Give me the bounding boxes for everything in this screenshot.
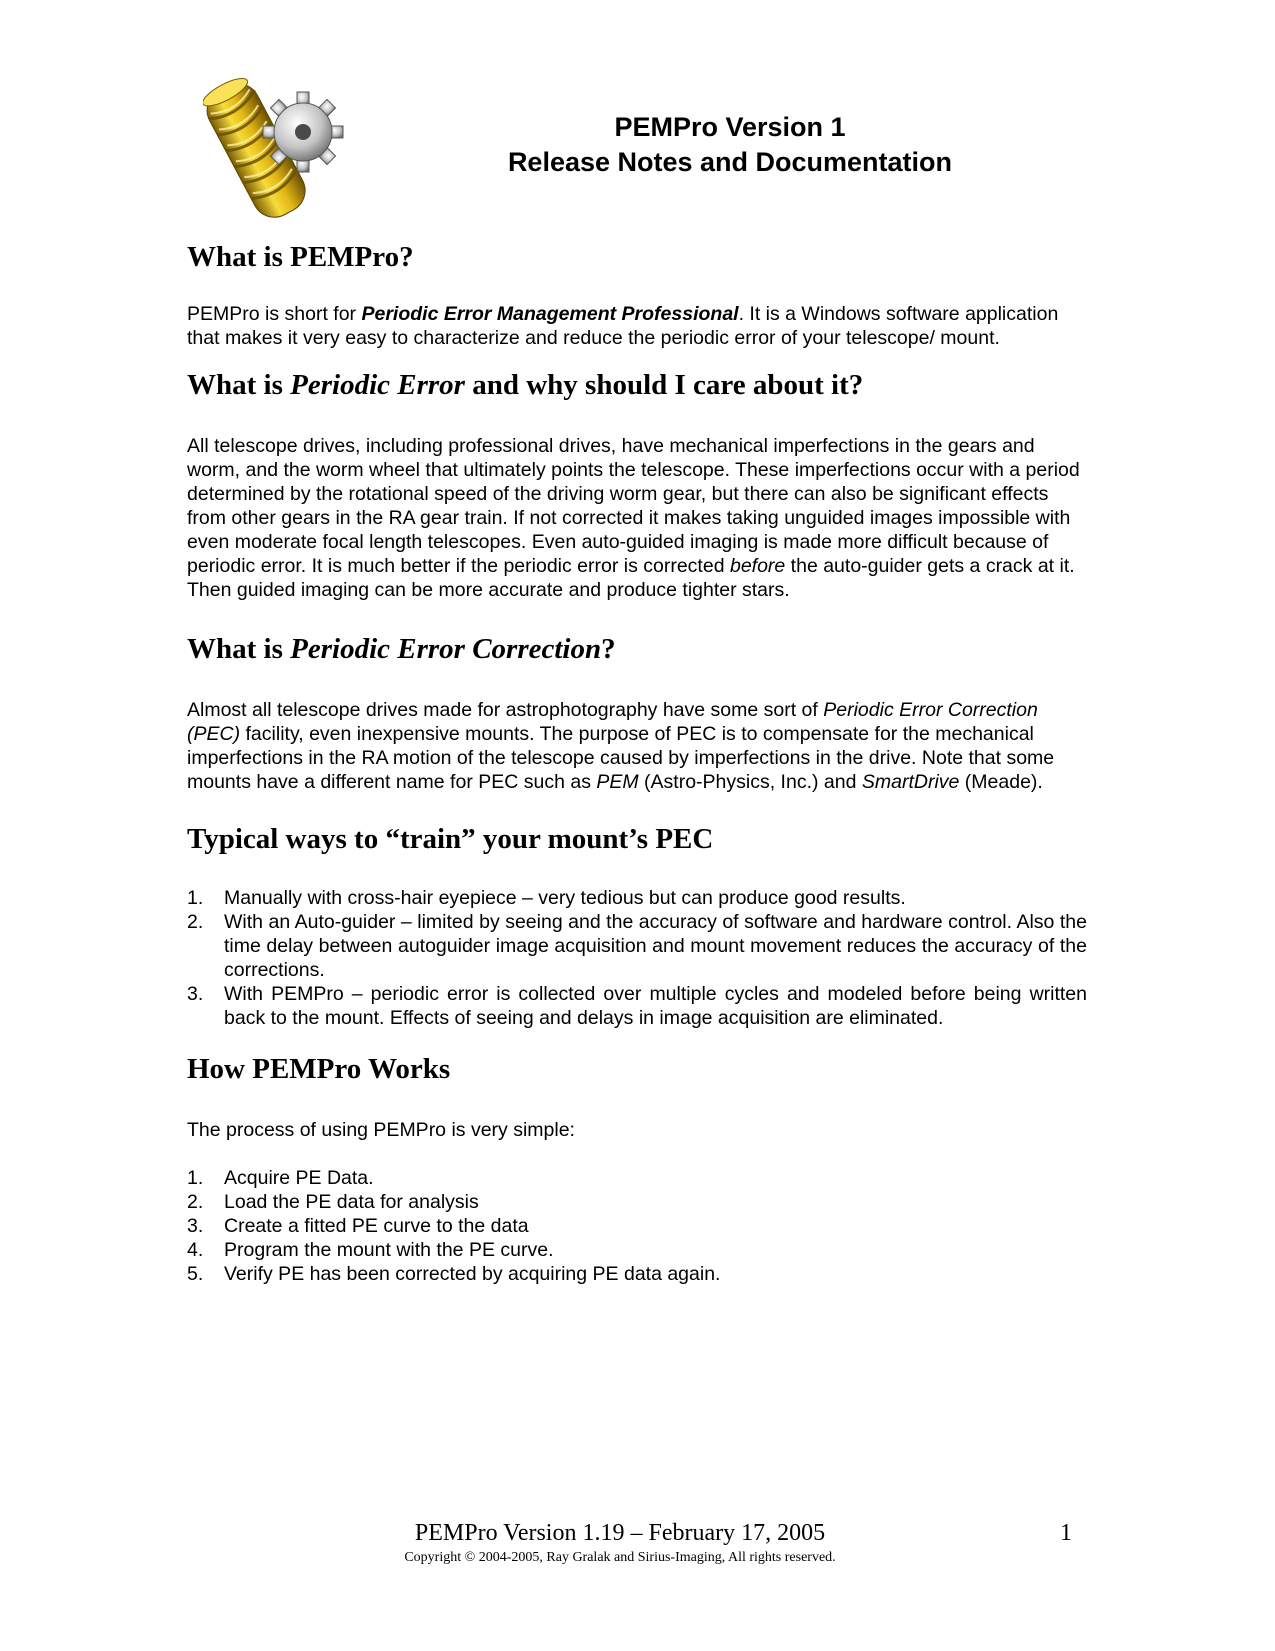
heading-run: and why should I care about it?: [464, 369, 864, 401]
heading-emphasis: Periodic Error: [290, 369, 465, 401]
emphasis-run: Periodic Error Correction (PEC): [187, 699, 1038, 745]
text-run: PEMPro is short for: [187, 303, 362, 325]
list-item: [187, 1166, 1087, 1190]
main-content: [187, 240, 1087, 1286]
paragraph-what-is-pempro: [187, 302, 1087, 350]
text-run: . It is a Windows software application that makes it very easy to characterize and reduce the periodic error of your telescope/ mount.: [187, 303, 1059, 349]
worm-gear-icon: [203, 74, 353, 220]
list-item: [187, 1214, 1087, 1238]
title-line-2: Release Notes and Documentation: [507, 147, 953, 177]
list-item: [187, 1262, 1087, 1286]
heading-what-is-pempro: What is PEMPro?: [187, 241, 414, 273]
list-item: [187, 982, 1087, 1030]
emphasis-run: PEM: [596, 771, 639, 793]
list-text: Verify PE has been corrected by acquiring PE data again.: [224, 1263, 721, 1285]
list-number: 1.: [187, 1167, 204, 1189]
list-number: 3.: [187, 983, 204, 1005]
list-item: [187, 1238, 1087, 1262]
list-text: Manually with cross-hair eyepiece – very tedious but can produce good results.: [224, 887, 906, 909]
emphasis-run: before: [729, 555, 786, 577]
title-line-1: PEMPro Version 1: [614, 112, 846, 142]
list-text: With PEMPro – periodic error is collected over multiple cycles and modeled before being written back to the mount. Effects of seeing and delays in image acquisition are eliminated.: [224, 983, 1087, 1029]
list-number: 1.: [187, 887, 204, 909]
page-footer: [340, 1519, 900, 1567]
heading-what-is-pec: [187, 632, 1087, 666]
document-title: [470, 110, 990, 180]
heading-how-pempro-works: How PEMPro Works: [187, 1053, 451, 1085]
text-run: facility, even inexpensive mounts. The purpose of PEC is to compensate for the mechanical imperfections in the RA motion of the telescope caused by imperfections in the drive. Note that some mounts have a different name for PEC such as: [187, 723, 1055, 793]
heading-emphasis: Periodic Error Correction: [290, 633, 602, 665]
footer-version-line: PEMPro Version 1.19 – February 17, 2005: [414, 1520, 826, 1546]
heading-what-is-periodic-error: [187, 368, 1087, 402]
list-number: 4.: [187, 1239, 204, 1261]
emphasis-run: Periodic Error Management Professional: [361, 303, 739, 325]
list-process-steps: [187, 1166, 1087, 1286]
page-number: 1: [1060, 1520, 1072, 1546]
list-text: Load the PE data for analysis: [224, 1191, 479, 1213]
list-item: [187, 886, 1087, 910]
list-number: 5.: [187, 1263, 204, 1285]
paragraph-process-intro: The process of using PEMPro is very simple:: [187, 1119, 575, 1141]
list-text: Program the mount with the PE curve.: [224, 1239, 554, 1261]
text-run: (Astro-Physics, Inc.) and: [638, 771, 862, 793]
list-item: [187, 1190, 1087, 1214]
heading-run: What is: [187, 369, 291, 401]
text-run: the auto-guider gets a crack at it. Then guided imaging can be more accurate and produce tighter stars.: [187, 555, 1075, 601]
list-number: 2.: [187, 911, 204, 933]
list-text: Acquire PE Data.: [224, 1167, 374, 1189]
heading-typical-ways: Typical ways to “train” your mount’s PEC: [187, 823, 714, 855]
text-run: Almost all telescope drives made for astrophotography have some sort of: [187, 699, 824, 721]
footer-copyright: Copyright © 2004-2005, Ray Gralak and Sirius-Imaging, All rights reserved.: [404, 1550, 836, 1565]
list-training-methods: [187, 886, 1087, 1030]
pempro-logo: [203, 74, 353, 220]
list-number: 2.: [187, 1191, 204, 1213]
list-text: Create a fitted PE curve to the data: [224, 1215, 529, 1237]
text-run: All telescope drives, including professional drives, have mechanical imperfections in the gears and worm, and the worm wheel that ultimately points the telescope. These imperfections occur with a period determined by the rotational speed of the driving worm gear, but there can also be significant effects from other gears in the RA gear train. If not corrected it makes taking unguided images impossible with even moderate focal length telescopes. Even auto-guided imaging is made more difficult because of periodic error. It is much better if the periodic error is corrected: [187, 435, 1080, 577]
paragraph-periodic-error: [187, 434, 1087, 602]
text-run: (Meade).: [959, 771, 1043, 793]
emphasis-run: SmartDrive: [861, 771, 960, 793]
list-text: With an Auto-guider – limited by seeing and the accuracy of software and hardware control. Also the time delay between autoguider image acquisition and mount movement reduces the accuracy of the corrections.: [224, 911, 1087, 981]
heading-run: ?: [601, 633, 616, 665]
list-item: [187, 910, 1087, 982]
paragraph-pec: [187, 698, 1087, 794]
heading-run: What is: [187, 633, 291, 665]
list-number: 3.: [187, 1215, 204, 1237]
